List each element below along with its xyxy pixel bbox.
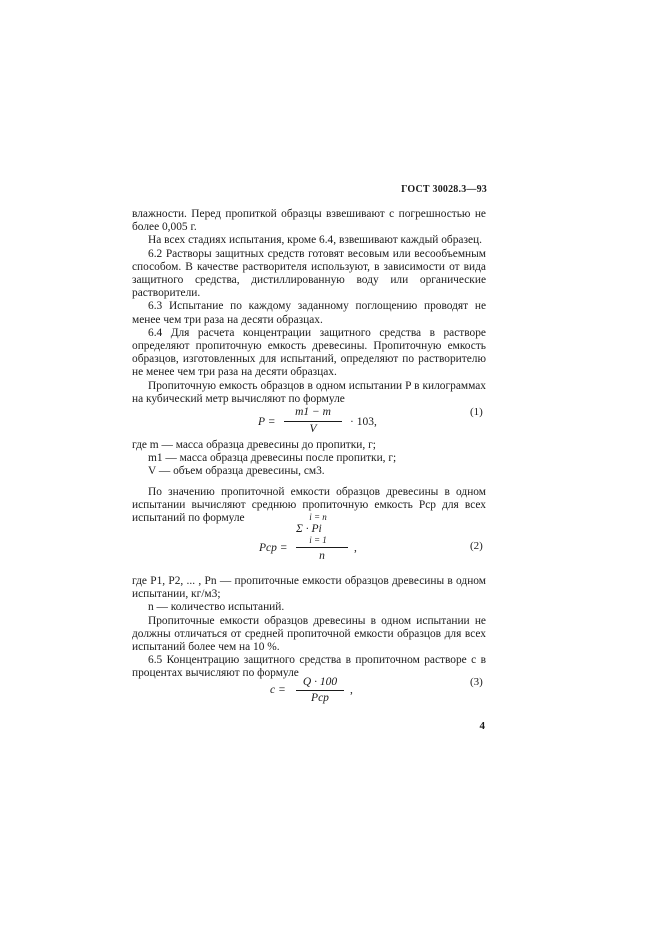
formula-2-denominator: n bbox=[319, 550, 325, 562]
formula-3-denominator: Pср bbox=[311, 692, 329, 704]
paragraph-average: По значению пропиточной емкости образцов древесины в одном испытании вычисляют среднюю пропиточную емкость Pср для всех испытаний по формуле bbox=[132, 486, 486, 525]
paragraph-capacity: Пропиточную емкость образцов в одном испытании P в килограммах на кубический метр вычисляют по формуле bbox=[132, 379, 486, 405]
document-header: ГОСТ 30028.3—93 bbox=[401, 184, 487, 195]
paragraph-all-stages: На всех стадиях испытания, кроме 6.4, взвешивают каждый образец. bbox=[148, 234, 482, 247]
paragraph-6-2: 6.2 Растворы защитных средств готовят весовым или весообъемным способом. В качестве растворителя используют, в зависимости от вида защитного средства, дистиллированную воду или органические растворители. bbox=[132, 247, 486, 300]
formula-3-number: (3) bbox=[470, 676, 483, 688]
formula-2-number: (2) bbox=[470, 540, 483, 552]
paragraph-6-5: 6.5 Концентрацию защитного средства в пропиточном растворе c в процентах вычисляют по формуле bbox=[132, 654, 486, 680]
formula-1-denominator: V bbox=[309, 423, 317, 435]
paragraph-6-3: 6.3 Испытание по каждому заданному поглощению проводят не менее чем три раза на десяти образцах. bbox=[132, 300, 486, 326]
formula-2-fraction-bar bbox=[296, 547, 348, 548]
formula-3-fraction-bar bbox=[296, 690, 344, 691]
paragraph-weighing: влажности. Перед пропиткой образцы взвешивают с погрешностью не более 0,005 г. bbox=[132, 208, 486, 234]
paragraph-deviation: Пропиточные емкости образцов древесины в одном испытании не должны отличаться от средней пропиточной емкости образцов для всех испытаний более чем на 10 %. bbox=[132, 614, 486, 654]
paragraph-6-4: 6.4 Для расчета концентрации защитного средства в растворе определяют пропиточную емкость древесины. Пропиточную емкость образцов, изготовленных для испытаний, определяют по растворителю не менее чем три раза на десяти образцах. bbox=[132, 326, 486, 379]
text-block-1 bbox=[132, 208, 486, 406]
text-block-3 bbox=[132, 575, 486, 681]
formula-3-tail: , bbox=[350, 684, 353, 696]
formula-1-number: (1) bbox=[470, 406, 483, 418]
where-1-line-1: где m — масса образца древесины до пропитки, г; bbox=[132, 439, 376, 451]
formula-1-tail: · 103, bbox=[350, 416, 377, 428]
formula-2-sum: Σ · Pi bbox=[296, 523, 322, 535]
formula-2-lhs: Pср = bbox=[259, 542, 288, 554]
where-2-line-1: где P1, P2, ... , Pn — пропиточные емкости образцов древесины в одном испытании, кг/м3; bbox=[132, 575, 486, 601]
where-2-line-2: n — количество испытаний. bbox=[148, 601, 285, 614]
formula-3-lhs: c = bbox=[270, 684, 286, 696]
formula-1-numerator: m1 − m bbox=[295, 406, 331, 418]
where-1-line-2: m1 — масса образца древесины после пропитки, г; bbox=[148, 452, 397, 465]
formula-1-lhs: P = bbox=[258, 416, 276, 428]
formula-2-tail: , bbox=[354, 542, 357, 554]
where-block-1 bbox=[132, 439, 486, 479]
formula-2-lower-limit: i = 1 bbox=[309, 535, 327, 545]
where-1-line-3: V — объем образца древесины, см3. bbox=[148, 465, 325, 478]
formula-3-numerator: Q · 100 bbox=[302, 676, 338, 688]
formula-1-fraction-bar bbox=[284, 421, 342, 422]
formula-2-upper-limit: i = n bbox=[309, 512, 327, 522]
page-number: 4 bbox=[479, 720, 485, 732]
